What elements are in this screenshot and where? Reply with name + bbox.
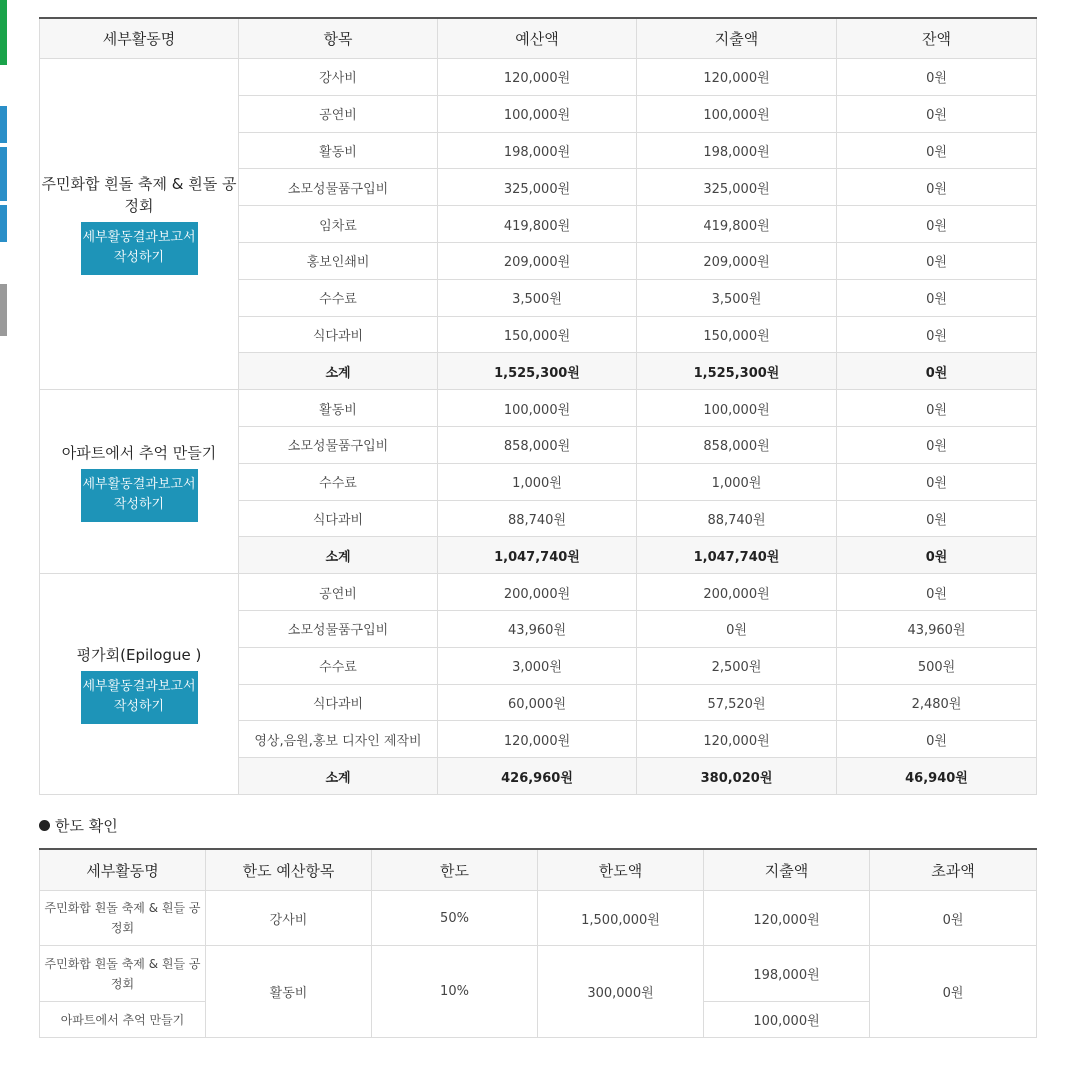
budget-item: 소모성물품구입비 xyxy=(239,169,438,206)
limit-header-spent: 지출액 xyxy=(704,849,870,891)
budget-item: 수수료 xyxy=(239,279,438,316)
budget-row xyxy=(40,59,1037,96)
budget-amount: 1,000원 xyxy=(438,463,637,500)
spent-amount: 200,000원 xyxy=(637,574,837,611)
balance-amount: 0원 xyxy=(837,95,1037,132)
limit-activity-name: 주민화합 흰돌 축제 & 흰들 공정회 xyxy=(40,891,206,946)
budget-amount: 100,000원 xyxy=(438,390,637,427)
limit-table xyxy=(39,848,1037,1038)
activity-name: 평가회(Epilogue ) xyxy=(76,646,202,665)
spent-amount: 2,500원 xyxy=(637,647,837,684)
budget-amount: 120,000원 xyxy=(438,59,637,96)
balance-amount: 0원 xyxy=(837,279,1037,316)
limit-row xyxy=(40,946,1037,1002)
budget-amount: 419,800원 xyxy=(438,206,637,243)
left-edge-gray-tab[interactable] xyxy=(0,284,7,336)
limit-percent: 10% xyxy=(372,946,538,1038)
limit-header-activity: 세부활동명 xyxy=(40,849,206,891)
budget-item: 영상,음원,홍보 디자인 제작비 xyxy=(239,721,438,758)
balance-amount: 0원 xyxy=(837,500,1037,537)
spent-amount: 198,000원 xyxy=(637,132,837,169)
budget-item: 식다과비 xyxy=(239,500,438,537)
budget-item: 식다과비 xyxy=(239,316,438,353)
activity-cell xyxy=(40,59,239,390)
budget-amount: 60,000원 xyxy=(438,684,637,721)
limit-row xyxy=(40,891,1037,946)
balance-amount: 0원 xyxy=(837,242,1037,279)
limit-section-title xyxy=(39,815,118,836)
balance-amount: 0원 xyxy=(837,390,1037,427)
limit-percent: 50% xyxy=(372,891,538,946)
spent-amount: 419,800원 xyxy=(637,206,837,243)
limit-header-item: 한도 예산항목 xyxy=(206,849,372,891)
balance-amount: 0원 xyxy=(837,426,1037,463)
budget-item: 공연비 xyxy=(239,95,438,132)
bullet-icon xyxy=(39,820,50,831)
write-report-button-label: 세부활동결과보고서 xyxy=(82,230,196,246)
limit-spent: 120,000원 xyxy=(704,891,870,946)
budget-item: 활동비 xyxy=(239,132,438,169)
write-report-button[interactable] xyxy=(81,222,198,275)
budget-table xyxy=(39,17,1037,795)
spent-amount: 1,000원 xyxy=(637,463,837,500)
budget-item: 홍보인쇄비 xyxy=(239,242,438,279)
subtotal-label: 소계 xyxy=(239,537,438,574)
budget-item: 소모성물품구입비 xyxy=(239,426,438,463)
activity-name: 주민화합 흰돌 축제 & 흰돌 공정회 xyxy=(41,175,237,216)
activity-cell xyxy=(40,390,239,574)
header-activity: 세부활동명 xyxy=(40,18,239,59)
budget-row xyxy=(40,574,1037,611)
limit-item: 강사비 xyxy=(206,891,372,946)
budget-item: 공연비 xyxy=(239,574,438,611)
limit-amount: 1,500,000원 xyxy=(538,891,704,946)
spent-amount: 100,000원 xyxy=(637,390,837,427)
activity-name: 아파트에서 추억 만들기 xyxy=(61,443,217,462)
header-balance: 잔액 xyxy=(837,18,1037,59)
subtotal-budget-amount: 426,960원 xyxy=(438,758,637,795)
budget-amount: 200,000원 xyxy=(438,574,637,611)
balance-amount: 0원 xyxy=(837,169,1037,206)
limit-header-excess: 초과액 xyxy=(870,849,1037,891)
budget-item: 활동비 xyxy=(239,390,438,427)
subtotal-spent-amount: 1,047,740원 xyxy=(637,537,837,574)
limit-amount: 300,000원 xyxy=(538,946,704,1038)
budget-amount: 88,740원 xyxy=(438,500,637,537)
subtotal-budget-amount: 1,525,300원 xyxy=(438,353,637,390)
limit-item: 활동비 xyxy=(206,946,372,1038)
limit-section-title-text: 한도 확인 xyxy=(55,817,118,835)
balance-amount: 0원 xyxy=(837,59,1037,96)
balance-amount: 0원 xyxy=(837,574,1037,611)
balance-amount: 0원 xyxy=(837,721,1037,758)
budget-item: 임차료 xyxy=(239,206,438,243)
balance-amount: 2,480원 xyxy=(837,684,1037,721)
budget-amount: 43,960원 xyxy=(438,610,637,647)
spent-amount: 0원 xyxy=(637,610,837,647)
write-report-button-label: 세부활동결과보고서 xyxy=(82,679,196,695)
header-spent: 지출액 xyxy=(637,18,837,59)
budget-amount: 198,000원 xyxy=(438,132,637,169)
spent-amount: 57,520원 xyxy=(637,684,837,721)
left-edge-green-tab[interactable] xyxy=(0,0,7,65)
limit-excess: 0원 xyxy=(870,946,1037,1038)
budget-amount: 3,500원 xyxy=(438,279,637,316)
spent-amount: 150,000원 xyxy=(637,316,837,353)
budget-header-row xyxy=(40,18,1037,59)
budget-item: 소모성물품구입비 xyxy=(239,610,438,647)
budget-amount: 120,000원 xyxy=(438,721,637,758)
write-report-button-label: 작성하기 xyxy=(113,699,165,715)
left-edge-blue-tab-3[interactable] xyxy=(0,205,7,242)
balance-amount: 0원 xyxy=(837,132,1037,169)
budget-item: 강사비 xyxy=(239,59,438,96)
balance-amount: 43,960원 xyxy=(837,610,1037,647)
balance-amount: 0원 xyxy=(837,206,1037,243)
spent-amount: 88,740원 xyxy=(637,500,837,537)
limit-activity-name: 주민화합 흰돌 축제 & 흰들 공정회 xyxy=(40,946,206,1002)
limit-excess: 0원 xyxy=(870,891,1037,946)
budget-item: 식다과비 xyxy=(239,684,438,721)
subtotal-balance-amount: 0원 xyxy=(837,537,1037,574)
budget-amount: 150,000원 xyxy=(438,316,637,353)
budget-amount: 3,000원 xyxy=(438,647,637,684)
subtotal-label: 소계 xyxy=(239,353,438,390)
header-item: 항목 xyxy=(239,18,438,59)
header-budget: 예산액 xyxy=(438,18,637,59)
activity-cell xyxy=(40,574,239,795)
subtotal-label: 소계 xyxy=(239,758,438,795)
write-report-button-label: 세부활동결과보고서 xyxy=(82,476,196,492)
limit-activity-name: 아파트에서 추억 만들기 xyxy=(40,1002,206,1038)
limit-spent: 100,000원 xyxy=(704,1002,870,1038)
budget-amount: 325,000원 xyxy=(438,169,637,206)
limit-header-limit: 한도 xyxy=(372,849,538,891)
left-edge-blue-tab-2[interactable] xyxy=(0,147,7,201)
spent-amount: 858,000원 xyxy=(637,426,837,463)
subtotal-budget-amount: 1,047,740원 xyxy=(438,537,637,574)
write-report-button[interactable] xyxy=(81,469,198,522)
write-report-button[interactable] xyxy=(81,671,198,724)
budget-row xyxy=(40,390,1037,427)
limit-spent: 198,000원 xyxy=(704,946,870,1002)
spent-amount: 209,000원 xyxy=(637,242,837,279)
subtotal-spent-amount: 1,525,300원 xyxy=(637,353,837,390)
balance-amount: 0원 xyxy=(837,463,1037,500)
budget-amount: 209,000원 xyxy=(438,242,637,279)
write-report-button-label: 작성하기 xyxy=(113,250,165,266)
spent-amount: 325,000원 xyxy=(637,169,837,206)
budget-item: 수수료 xyxy=(239,463,438,500)
spent-amount: 120,000원 xyxy=(637,721,837,758)
spent-amount: 120,000원 xyxy=(637,59,837,96)
subtotal-spent-amount: 380,020원 xyxy=(637,758,837,795)
left-edge-blue-tab-1[interactable] xyxy=(0,106,7,143)
write-report-button-label: 작성하기 xyxy=(113,496,165,512)
spent-amount: 3,500원 xyxy=(637,279,837,316)
balance-amount: 500원 xyxy=(837,647,1037,684)
subtotal-balance-amount: 0원 xyxy=(837,353,1037,390)
spent-amount: 100,000원 xyxy=(637,95,837,132)
limit-header-row xyxy=(40,849,1037,891)
budget-amount: 858,000원 xyxy=(438,426,637,463)
balance-amount: 0원 xyxy=(837,316,1037,353)
limit-header-limit-amount: 한도액 xyxy=(538,849,704,891)
budget-item: 수수료 xyxy=(239,647,438,684)
subtotal-balance-amount: 46,940원 xyxy=(837,758,1037,795)
budget-amount: 100,000원 xyxy=(438,95,637,132)
